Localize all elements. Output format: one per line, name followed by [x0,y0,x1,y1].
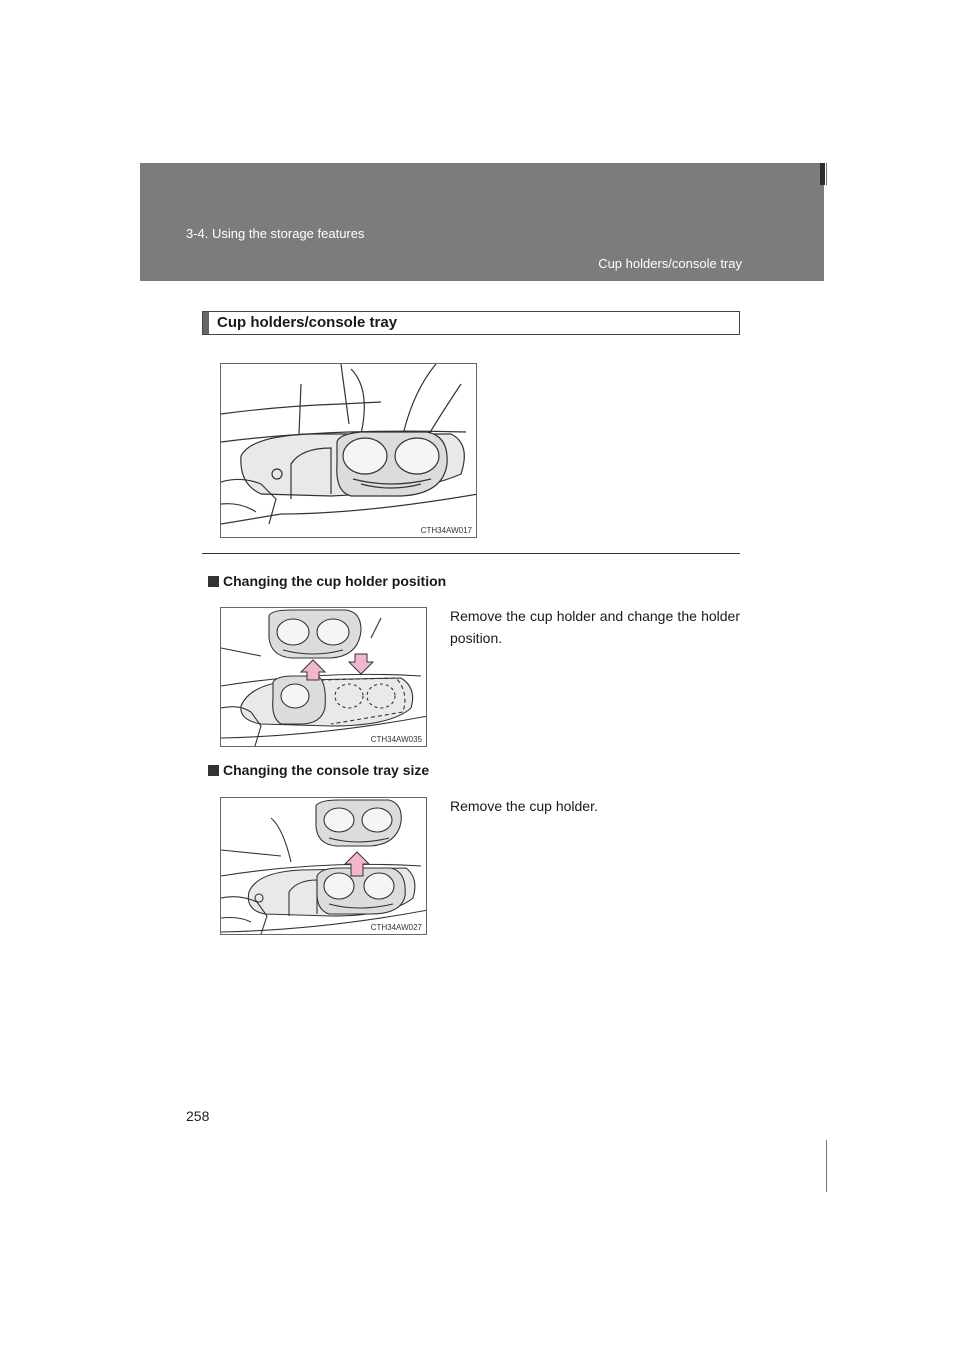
subsection-body-text: Remove the cup holder. [450,798,598,814]
section-title-tab [203,312,209,334]
section-title-box [202,311,740,335]
figure-code: CTH34AW017 [420,526,472,535]
cup-holders-overview-illustration [221,364,477,538]
figure-code: CTH34AW035 [370,735,422,744]
figure-change-console-tray-size [220,797,427,935]
figure-code: CTH34AW027 [370,923,422,932]
square-bullet-icon [208,576,219,587]
subsection-heading [208,762,429,778]
header-topic-title: Cup holders/console tray [598,256,742,271]
change-cup-holder-position-illustration [221,608,427,747]
page-number: 258 [186,1108,210,1124]
header-section-title: 3-4. Using the storage features [186,226,365,241]
margin-mark-bottom [826,1140,827,1192]
subsection-heading-text: Changing the console tray size [223,762,430,778]
figure-cup-holders-overview [220,363,477,538]
subsection-heading-text: Changing the cup holder position [223,573,447,589]
margin-mark-top [826,163,827,185]
header-notch [820,163,825,185]
change-console-tray-size-illustration [221,798,427,935]
figure-change-cup-holder-position [220,607,427,747]
subsection-heading [208,573,446,589]
section-divider [202,553,740,554]
square-bullet-icon [208,765,219,776]
subsection-body-text: Remove the cup holder and change the holder position. [450,608,740,646]
section-title: Cup holders/console tray [217,314,398,331]
